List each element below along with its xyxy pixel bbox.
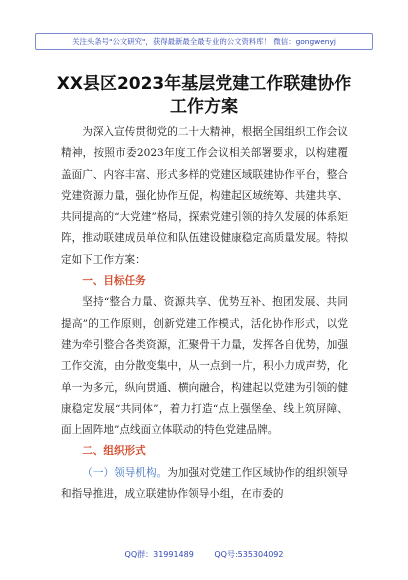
intro-paragraph: 为深入宣传贯彻党的二十大精神，根据全国组织工作会议精神，按照市委2023年度工作会议相关部署要求，以构建覆盖面广、内容丰富、形式多样的党建区域联建协作平台，整合党建资源力量，强化协作互促，构建起区域统筹、共建共享、共同提高的“大党建”格局，探索党建引领的持久发展的体系矩阵，推动联建成员单位和队伍建设健康稳定高质量发展。特拟定如下工作方案： xyxy=(61,126,348,266)
document-title-line1: XX县区2023年基层党建工作联建协作 xyxy=(56,74,352,94)
leadership-sub-label: （一）领导机构。 xyxy=(82,466,168,479)
promo-banner[interactable]: 关注头条号"公文研究"，获得最新最全最专业的公文资料库！ 微信：gongwenyj xyxy=(35,33,373,50)
goals-paragraph: 坚持“整合力量、资源共享、优势互补、抱团发展、共同提高”的工作原则，创新党建工作模式，活化协作形式，以党建为牵引整合各类资源，汇聚骨干力量，发挥各自优势，加强工作交流，由分散变集中，从一点到一片，积小力成声势，化单一为多元，纵向贯通、横向融合，构建起以党建为引领的健康稳定发展“共同体”，着力打造“点上强堡垒、线上筑屏障、面上固阵地”点线面立体联动的特色党建品牌。 xyxy=(61,296,348,437)
document-body xyxy=(61,122,348,505)
qq-number-text: QQ号:535304092 xyxy=(214,550,284,559)
qq-group-text: QQ群：31991489 xyxy=(124,550,194,559)
section-heading-organization: 二、组织形式 xyxy=(82,445,146,458)
document-title-line2: 工作方案 xyxy=(170,97,238,117)
section-heading-goals: 一、目标任务 xyxy=(82,275,146,288)
leadership-text: 为加强对党建工作区域协作的组织领导和指导推进，成立联建协作领导小组，在市委的 xyxy=(61,466,349,501)
organization-paragraph xyxy=(61,463,348,506)
contact-footer xyxy=(0,549,408,560)
